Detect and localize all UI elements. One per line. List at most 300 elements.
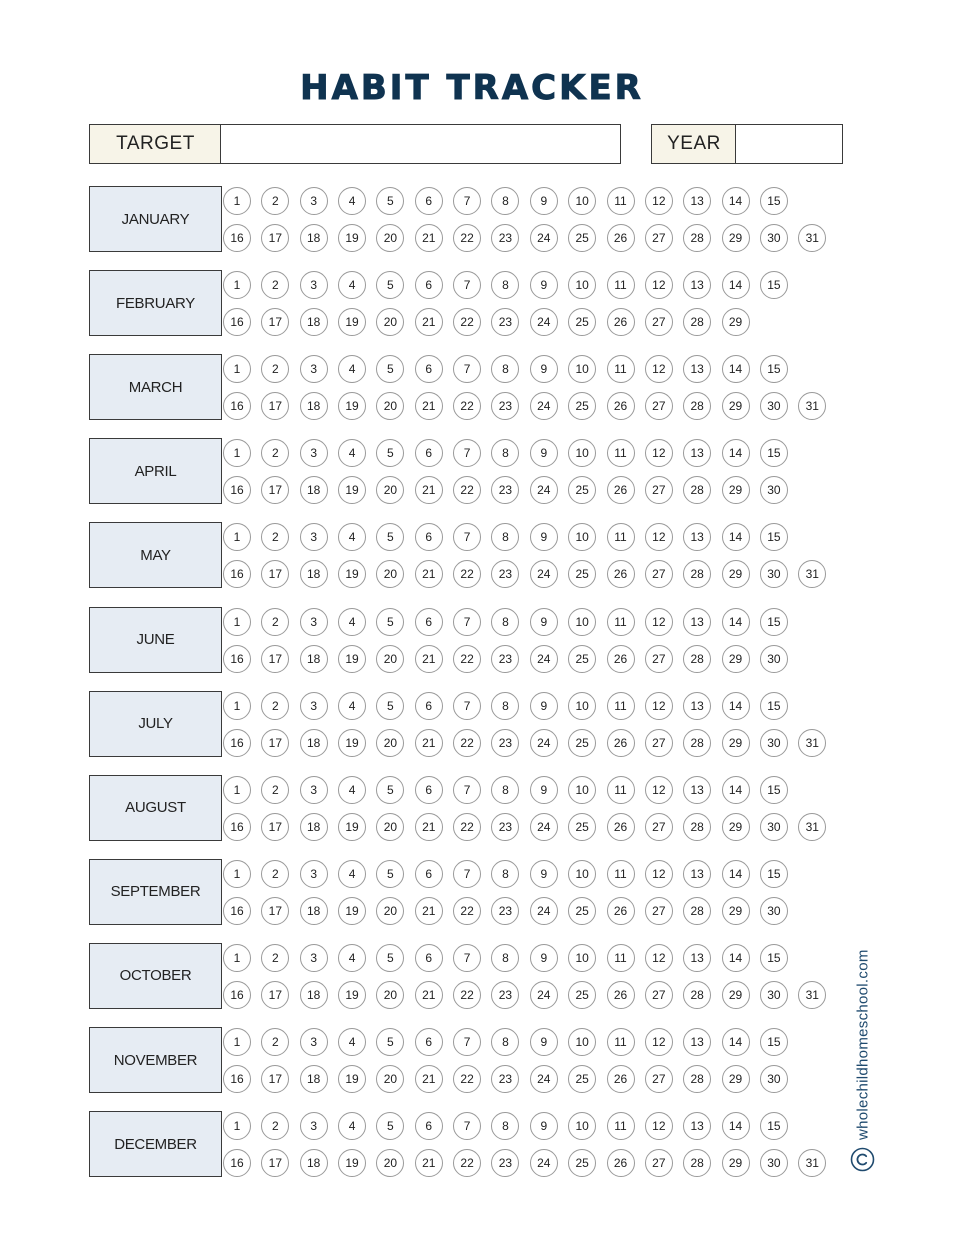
day-circle[interactable]: 13 — [683, 776, 711, 804]
day-circle[interactable]: 6 — [415, 608, 443, 636]
day-circle[interactable]: 5 — [376, 1112, 404, 1140]
day-circle[interactable]: 17 — [261, 224, 289, 252]
day-circle[interactable]: 5 — [376, 776, 404, 804]
day-circle[interactable]: 1 — [223, 271, 251, 299]
day-circle[interactable]: 25 — [568, 1065, 596, 1093]
day-circle[interactable]: 20 — [376, 897, 404, 925]
day-circle[interactable]: 26 — [607, 308, 635, 336]
day-circle[interactable]: 10 — [568, 271, 596, 299]
day-circle[interactable]: 2 — [261, 1028, 289, 1056]
day-circle[interactable]: 13 — [683, 1028, 711, 1056]
day-circle[interactable]: 9 — [530, 1112, 558, 1140]
day-circle[interactable]: 11 — [607, 271, 635, 299]
day-circle[interactable]: 22 — [453, 1065, 481, 1093]
day-circle[interactable]: 29 — [722, 476, 750, 504]
day-circle[interactable]: 12 — [645, 1028, 673, 1056]
day-circle[interactable]: 31 — [798, 729, 826, 757]
day-circle[interactable]: 1 — [223, 523, 251, 551]
day-circle[interactable]: 23 — [491, 1065, 519, 1093]
day-circle[interactable]: 19 — [338, 645, 366, 673]
day-circle[interactable]: 4 — [338, 776, 366, 804]
day-circle[interactable]: 2 — [261, 944, 289, 972]
day-circle[interactable]: 13 — [683, 187, 711, 215]
day-circle[interactable]: 24 — [530, 308, 558, 336]
day-circle[interactable]: 4 — [338, 608, 366, 636]
day-circle[interactable]: 1 — [223, 1028, 251, 1056]
day-circle[interactable]: 31 — [798, 224, 826, 252]
day-circle[interactable]: 11 — [607, 1028, 635, 1056]
day-circle[interactable]: 27 — [645, 813, 673, 841]
day-circle[interactable]: 8 — [491, 860, 519, 888]
day-circle[interactable]: 13 — [683, 944, 711, 972]
day-circle[interactable]: 1 — [223, 1112, 251, 1140]
day-circle[interactable]: 13 — [683, 271, 711, 299]
day-circle[interactable]: 26 — [607, 897, 635, 925]
day-circle[interactable]: 15 — [760, 271, 788, 299]
day-circle[interactable]: 10 — [568, 439, 596, 467]
day-circle[interactable]: 27 — [645, 560, 673, 588]
day-circle[interactable]: 20 — [376, 476, 404, 504]
day-circle[interactable]: 2 — [261, 1112, 289, 1140]
day-circle[interactable]: 14 — [722, 187, 750, 215]
day-circle[interactable]: 2 — [261, 271, 289, 299]
day-circle[interactable]: 5 — [376, 439, 404, 467]
day-circle[interactable]: 10 — [568, 776, 596, 804]
day-circle[interactable]: 14 — [722, 692, 750, 720]
day-circle[interactable]: 13 — [683, 355, 711, 383]
day-circle[interactable]: 16 — [223, 392, 251, 420]
day-circle[interactable]: 30 — [760, 1065, 788, 1093]
day-circle[interactable]: 26 — [607, 981, 635, 1009]
day-circle[interactable]: 13 — [683, 523, 711, 551]
day-circle[interactable]: 6 — [415, 355, 443, 383]
day-circle[interactable]: 3 — [300, 692, 328, 720]
day-circle[interactable]: 7 — [453, 439, 481, 467]
day-circle[interactable]: 7 — [453, 860, 481, 888]
day-circle[interactable]: 25 — [568, 645, 596, 673]
day-circle[interactable]: 14 — [722, 776, 750, 804]
day-circle[interactable]: 7 — [453, 187, 481, 215]
day-circle[interactable]: 6 — [415, 1112, 443, 1140]
day-circle[interactable]: 22 — [453, 308, 481, 336]
day-circle[interactable]: 19 — [338, 981, 366, 1009]
day-circle[interactable]: 4 — [338, 1028, 366, 1056]
day-circle[interactable]: 18 — [300, 224, 328, 252]
day-circle[interactable]: 30 — [760, 560, 788, 588]
day-circle[interactable]: 12 — [645, 271, 673, 299]
day-circle[interactable]: 4 — [338, 355, 366, 383]
day-circle[interactable]: 19 — [338, 897, 366, 925]
day-circle[interactable]: 9 — [530, 523, 558, 551]
day-circle[interactable]: 15 — [760, 776, 788, 804]
day-circle[interactable]: 20 — [376, 645, 404, 673]
day-circle[interactable]: 19 — [338, 224, 366, 252]
day-circle[interactable]: 12 — [645, 944, 673, 972]
day-circle[interactable]: 16 — [223, 476, 251, 504]
day-circle[interactable]: 20 — [376, 813, 404, 841]
day-circle[interactable]: 9 — [530, 355, 558, 383]
day-circle[interactable]: 5 — [376, 355, 404, 383]
day-circle[interactable]: 24 — [530, 1065, 558, 1093]
day-circle[interactable]: 22 — [453, 476, 481, 504]
day-circle[interactable]: 3 — [300, 355, 328, 383]
day-circle[interactable]: 8 — [491, 608, 519, 636]
day-circle[interactable]: 6 — [415, 776, 443, 804]
day-circle[interactable]: 25 — [568, 1149, 596, 1177]
day-circle[interactable]: 18 — [300, 645, 328, 673]
day-circle[interactable]: 2 — [261, 692, 289, 720]
day-circle[interactable]: 27 — [645, 897, 673, 925]
day-circle[interactable]: 19 — [338, 560, 366, 588]
day-circle[interactable]: 17 — [261, 392, 289, 420]
day-circle[interactable]: 25 — [568, 560, 596, 588]
day-circle[interactable]: 14 — [722, 355, 750, 383]
day-circle[interactable]: 4 — [338, 439, 366, 467]
day-circle[interactable]: 1 — [223, 608, 251, 636]
day-circle[interactable]: 13 — [683, 439, 711, 467]
day-circle[interactable]: 26 — [607, 1149, 635, 1177]
day-circle[interactable]: 3 — [300, 860, 328, 888]
day-circle[interactable]: 7 — [453, 1112, 481, 1140]
day-circle[interactable]: 2 — [261, 608, 289, 636]
day-circle[interactable]: 17 — [261, 897, 289, 925]
day-circle[interactable]: 18 — [300, 1065, 328, 1093]
day-circle[interactable]: 29 — [722, 308, 750, 336]
day-circle[interactable]: 25 — [568, 813, 596, 841]
day-circle[interactable]: 22 — [453, 224, 481, 252]
day-circle[interactable]: 22 — [453, 813, 481, 841]
day-circle[interactable]: 31 — [798, 392, 826, 420]
day-circle[interactable]: 16 — [223, 729, 251, 757]
day-circle[interactable]: 9 — [530, 692, 558, 720]
day-circle[interactable]: 10 — [568, 1028, 596, 1056]
day-circle[interactable]: 8 — [491, 1112, 519, 1140]
day-circle[interactable]: 9 — [530, 860, 558, 888]
day-circle[interactable]: 5 — [376, 523, 404, 551]
day-circle[interactable]: 29 — [722, 560, 750, 588]
day-circle[interactable]: 28 — [683, 224, 711, 252]
day-circle[interactable]: 15 — [760, 187, 788, 215]
day-circle[interactable]: 27 — [645, 476, 673, 504]
day-circle[interactable]: 17 — [261, 1065, 289, 1093]
day-circle[interactable]: 16 — [223, 1149, 251, 1177]
day-circle[interactable]: 18 — [300, 813, 328, 841]
day-circle[interactable]: 9 — [530, 944, 558, 972]
day-circle[interactable]: 25 — [568, 308, 596, 336]
day-circle[interactable]: 27 — [645, 392, 673, 420]
day-circle[interactable]: 11 — [607, 523, 635, 551]
day-circle[interactable]: 26 — [607, 813, 635, 841]
day-circle[interactable]: 12 — [645, 523, 673, 551]
day-circle[interactable]: 15 — [760, 608, 788, 636]
day-circle[interactable]: 17 — [261, 813, 289, 841]
day-circle[interactable]: 11 — [607, 355, 635, 383]
day-circle[interactable]: 3 — [300, 187, 328, 215]
day-circle[interactable]: 8 — [491, 439, 519, 467]
day-circle[interactable]: 26 — [607, 1065, 635, 1093]
day-circle[interactable]: 11 — [607, 692, 635, 720]
day-circle[interactable]: 17 — [261, 308, 289, 336]
day-circle[interactable]: 18 — [300, 1149, 328, 1177]
day-circle[interactable]: 11 — [607, 1112, 635, 1140]
day-circle[interactable]: 11 — [607, 776, 635, 804]
day-circle[interactable]: 27 — [645, 645, 673, 673]
day-circle[interactable]: 19 — [338, 813, 366, 841]
day-circle[interactable]: 3 — [300, 608, 328, 636]
day-circle[interactable]: 30 — [760, 224, 788, 252]
day-circle[interactable]: 1 — [223, 187, 251, 215]
day-circle[interactable]: 17 — [261, 560, 289, 588]
day-circle[interactable]: 25 — [568, 476, 596, 504]
day-circle[interactable]: 10 — [568, 944, 596, 972]
day-circle[interactable]: 15 — [760, 944, 788, 972]
day-circle[interactable]: 21 — [415, 645, 443, 673]
day-circle[interactable]: 28 — [683, 560, 711, 588]
day-circle[interactable]: 24 — [530, 645, 558, 673]
day-circle[interactable]: 28 — [683, 729, 711, 757]
day-circle[interactable]: 29 — [722, 224, 750, 252]
day-circle[interactable]: 28 — [683, 1065, 711, 1093]
day-circle[interactable]: 21 — [415, 476, 443, 504]
day-circle[interactable]: 19 — [338, 308, 366, 336]
day-circle[interactable]: 4 — [338, 187, 366, 215]
day-circle[interactable]: 10 — [568, 608, 596, 636]
day-circle[interactable]: 16 — [223, 981, 251, 1009]
day-circle[interactable]: 26 — [607, 645, 635, 673]
day-circle[interactable]: 29 — [722, 729, 750, 757]
day-circle[interactable]: 22 — [453, 645, 481, 673]
day-circle[interactable]: 4 — [338, 1112, 366, 1140]
day-circle[interactable]: 24 — [530, 1149, 558, 1177]
day-circle[interactable]: 13 — [683, 860, 711, 888]
day-circle[interactable]: 1 — [223, 944, 251, 972]
day-circle[interactable]: 18 — [300, 476, 328, 504]
day-circle[interactable]: 12 — [645, 608, 673, 636]
day-circle[interactable]: 29 — [722, 1065, 750, 1093]
day-circle[interactable]: 21 — [415, 813, 443, 841]
day-circle[interactable]: 11 — [607, 187, 635, 215]
day-circle[interactable]: 20 — [376, 224, 404, 252]
day-circle[interactable]: 5 — [376, 692, 404, 720]
day-circle[interactable]: 9 — [530, 187, 558, 215]
day-circle[interactable]: 22 — [453, 897, 481, 925]
day-circle[interactable]: 14 — [722, 1112, 750, 1140]
day-circle[interactable]: 2 — [261, 776, 289, 804]
day-circle[interactable]: 10 — [568, 355, 596, 383]
day-circle[interactable]: 31 — [798, 1149, 826, 1177]
day-circle[interactable]: 28 — [683, 897, 711, 925]
day-circle[interactable]: 19 — [338, 392, 366, 420]
day-circle[interactable]: 7 — [453, 944, 481, 972]
day-circle[interactable]: 2 — [261, 187, 289, 215]
day-circle[interactable]: 24 — [530, 813, 558, 841]
day-circle[interactable]: 9 — [530, 1028, 558, 1056]
day-circle[interactable]: 17 — [261, 645, 289, 673]
day-circle[interactable]: 20 — [376, 1065, 404, 1093]
day-circle[interactable]: 24 — [530, 897, 558, 925]
day-circle[interactable]: 21 — [415, 897, 443, 925]
day-circle[interactable]: 15 — [760, 523, 788, 551]
day-circle[interactable]: 22 — [453, 981, 481, 1009]
day-circle[interactable]: 4 — [338, 944, 366, 972]
day-circle[interactable]: 23 — [491, 560, 519, 588]
day-circle[interactable]: 28 — [683, 981, 711, 1009]
day-circle[interactable]: 16 — [223, 645, 251, 673]
day-circle[interactable]: 27 — [645, 1065, 673, 1093]
day-circle[interactable]: 1 — [223, 860, 251, 888]
day-circle[interactable]: 5 — [376, 271, 404, 299]
day-circle[interactable]: 29 — [722, 1149, 750, 1177]
day-circle[interactable]: 18 — [300, 981, 328, 1009]
day-circle[interactable]: 26 — [607, 729, 635, 757]
day-circle[interactable]: 21 — [415, 1065, 443, 1093]
day-circle[interactable]: 23 — [491, 392, 519, 420]
day-circle[interactable]: 5 — [376, 1028, 404, 1056]
day-circle[interactable]: 6 — [415, 1028, 443, 1056]
day-circle[interactable]: 21 — [415, 392, 443, 420]
day-circle[interactable]: 23 — [491, 476, 519, 504]
day-circle[interactable]: 20 — [376, 981, 404, 1009]
day-circle[interactable]: 14 — [722, 271, 750, 299]
day-circle[interactable]: 29 — [722, 645, 750, 673]
day-circle[interactable]: 30 — [760, 729, 788, 757]
day-circle[interactable]: 31 — [798, 813, 826, 841]
day-circle[interactable]: 20 — [376, 392, 404, 420]
day-circle[interactable]: 24 — [530, 560, 558, 588]
day-circle[interactable]: 17 — [261, 729, 289, 757]
day-circle[interactable]: 26 — [607, 392, 635, 420]
day-circle[interactable]: 19 — [338, 1065, 366, 1093]
day-circle[interactable]: 3 — [300, 776, 328, 804]
day-circle[interactable]: 15 — [760, 860, 788, 888]
day-circle[interactable]: 7 — [453, 523, 481, 551]
day-circle[interactable]: 7 — [453, 776, 481, 804]
day-circle[interactable]: 5 — [376, 944, 404, 972]
day-circle[interactable]: 3 — [300, 439, 328, 467]
day-circle[interactable]: 16 — [223, 560, 251, 588]
day-circle[interactable]: 2 — [261, 860, 289, 888]
day-circle[interactable]: 28 — [683, 645, 711, 673]
day-circle[interactable]: 5 — [376, 608, 404, 636]
day-circle[interactable]: 22 — [453, 729, 481, 757]
day-circle[interactable]: 10 — [568, 860, 596, 888]
day-circle[interactable]: 13 — [683, 692, 711, 720]
day-circle[interactable]: 13 — [683, 608, 711, 636]
day-circle[interactable]: 10 — [568, 523, 596, 551]
day-circle[interactable]: 15 — [760, 355, 788, 383]
day-circle[interactable]: 8 — [491, 187, 519, 215]
day-circle[interactable]: 6 — [415, 944, 443, 972]
day-circle[interactable]: 11 — [607, 439, 635, 467]
day-circle[interactable]: 21 — [415, 308, 443, 336]
day-circle[interactable]: 24 — [530, 981, 558, 1009]
day-circle[interactable]: 16 — [223, 897, 251, 925]
day-circle[interactable]: 27 — [645, 1149, 673, 1177]
day-circle[interactable]: 5 — [376, 187, 404, 215]
day-circle[interactable]: 27 — [645, 224, 673, 252]
day-circle[interactable]: 30 — [760, 392, 788, 420]
day-circle[interactable]: 20 — [376, 308, 404, 336]
day-circle[interactable]: 30 — [760, 897, 788, 925]
day-circle[interactable]: 6 — [415, 860, 443, 888]
day-circle[interactable]: 31 — [798, 981, 826, 1009]
day-circle[interactable]: 3 — [300, 944, 328, 972]
day-circle[interactable]: 4 — [338, 523, 366, 551]
day-circle[interactable]: 12 — [645, 439, 673, 467]
day-circle[interactable]: 17 — [261, 981, 289, 1009]
day-circle[interactable]: 7 — [453, 692, 481, 720]
day-circle[interactable]: 6 — [415, 187, 443, 215]
day-circle[interactable]: 11 — [607, 944, 635, 972]
day-circle[interactable]: 12 — [645, 776, 673, 804]
day-circle[interactable]: 1 — [223, 692, 251, 720]
day-circle[interactable]: 8 — [491, 355, 519, 383]
day-circle[interactable]: 4 — [338, 692, 366, 720]
day-circle[interactable]: 2 — [261, 355, 289, 383]
day-circle[interactable]: 16 — [223, 813, 251, 841]
day-circle[interactable]: 8 — [491, 523, 519, 551]
day-circle[interactable]: 25 — [568, 897, 596, 925]
day-circle[interactable]: 23 — [491, 729, 519, 757]
day-circle[interactable]: 28 — [683, 308, 711, 336]
day-circle[interactable]: 27 — [645, 729, 673, 757]
day-circle[interactable]: 23 — [491, 813, 519, 841]
day-circle[interactable]: 12 — [645, 860, 673, 888]
day-circle[interactable]: 22 — [453, 560, 481, 588]
day-circle[interactable]: 23 — [491, 308, 519, 336]
day-circle[interactable]: 4 — [338, 271, 366, 299]
day-circle[interactable]: 1 — [223, 439, 251, 467]
day-circle[interactable]: 20 — [376, 729, 404, 757]
day-circle[interactable]: 7 — [453, 355, 481, 383]
day-circle[interactable]: 24 — [530, 224, 558, 252]
day-circle[interactable]: 18 — [300, 897, 328, 925]
day-circle[interactable]: 7 — [453, 271, 481, 299]
day-circle[interactable]: 17 — [261, 1149, 289, 1177]
day-circle[interactable]: 30 — [760, 813, 788, 841]
day-circle[interactable]: 18 — [300, 392, 328, 420]
day-circle[interactable]: 21 — [415, 560, 443, 588]
day-circle[interactable]: 13 — [683, 1112, 711, 1140]
day-circle[interactable]: 12 — [645, 187, 673, 215]
day-circle[interactable]: 21 — [415, 1149, 443, 1177]
day-circle[interactable]: 18 — [300, 729, 328, 757]
day-circle[interactable]: 14 — [722, 860, 750, 888]
day-circle[interactable]: 23 — [491, 897, 519, 925]
day-circle[interactable]: 25 — [568, 981, 596, 1009]
day-circle[interactable]: 9 — [530, 271, 558, 299]
day-circle[interactable]: 15 — [760, 692, 788, 720]
day-circle[interactable]: 23 — [491, 645, 519, 673]
day-circle[interactable]: 26 — [607, 560, 635, 588]
day-circle[interactable]: 16 — [223, 224, 251, 252]
day-circle[interactable]: 21 — [415, 981, 443, 1009]
day-circle[interactable]: 20 — [376, 560, 404, 588]
day-circle[interactable]: 7 — [453, 608, 481, 636]
day-circle[interactable]: 9 — [530, 439, 558, 467]
day-circle[interactable]: 29 — [722, 897, 750, 925]
day-circle[interactable]: 27 — [645, 308, 673, 336]
day-circle[interactable]: 2 — [261, 523, 289, 551]
day-circle[interactable]: 19 — [338, 476, 366, 504]
day-circle[interactable]: 25 — [568, 224, 596, 252]
day-circle[interactable]: 1 — [223, 355, 251, 383]
day-circle[interactable]: 8 — [491, 1028, 519, 1056]
day-circle[interactable]: 29 — [722, 813, 750, 841]
day-circle[interactable]: 29 — [722, 981, 750, 1009]
day-circle[interactable]: 19 — [338, 1149, 366, 1177]
day-circle[interactable]: 21 — [415, 729, 443, 757]
